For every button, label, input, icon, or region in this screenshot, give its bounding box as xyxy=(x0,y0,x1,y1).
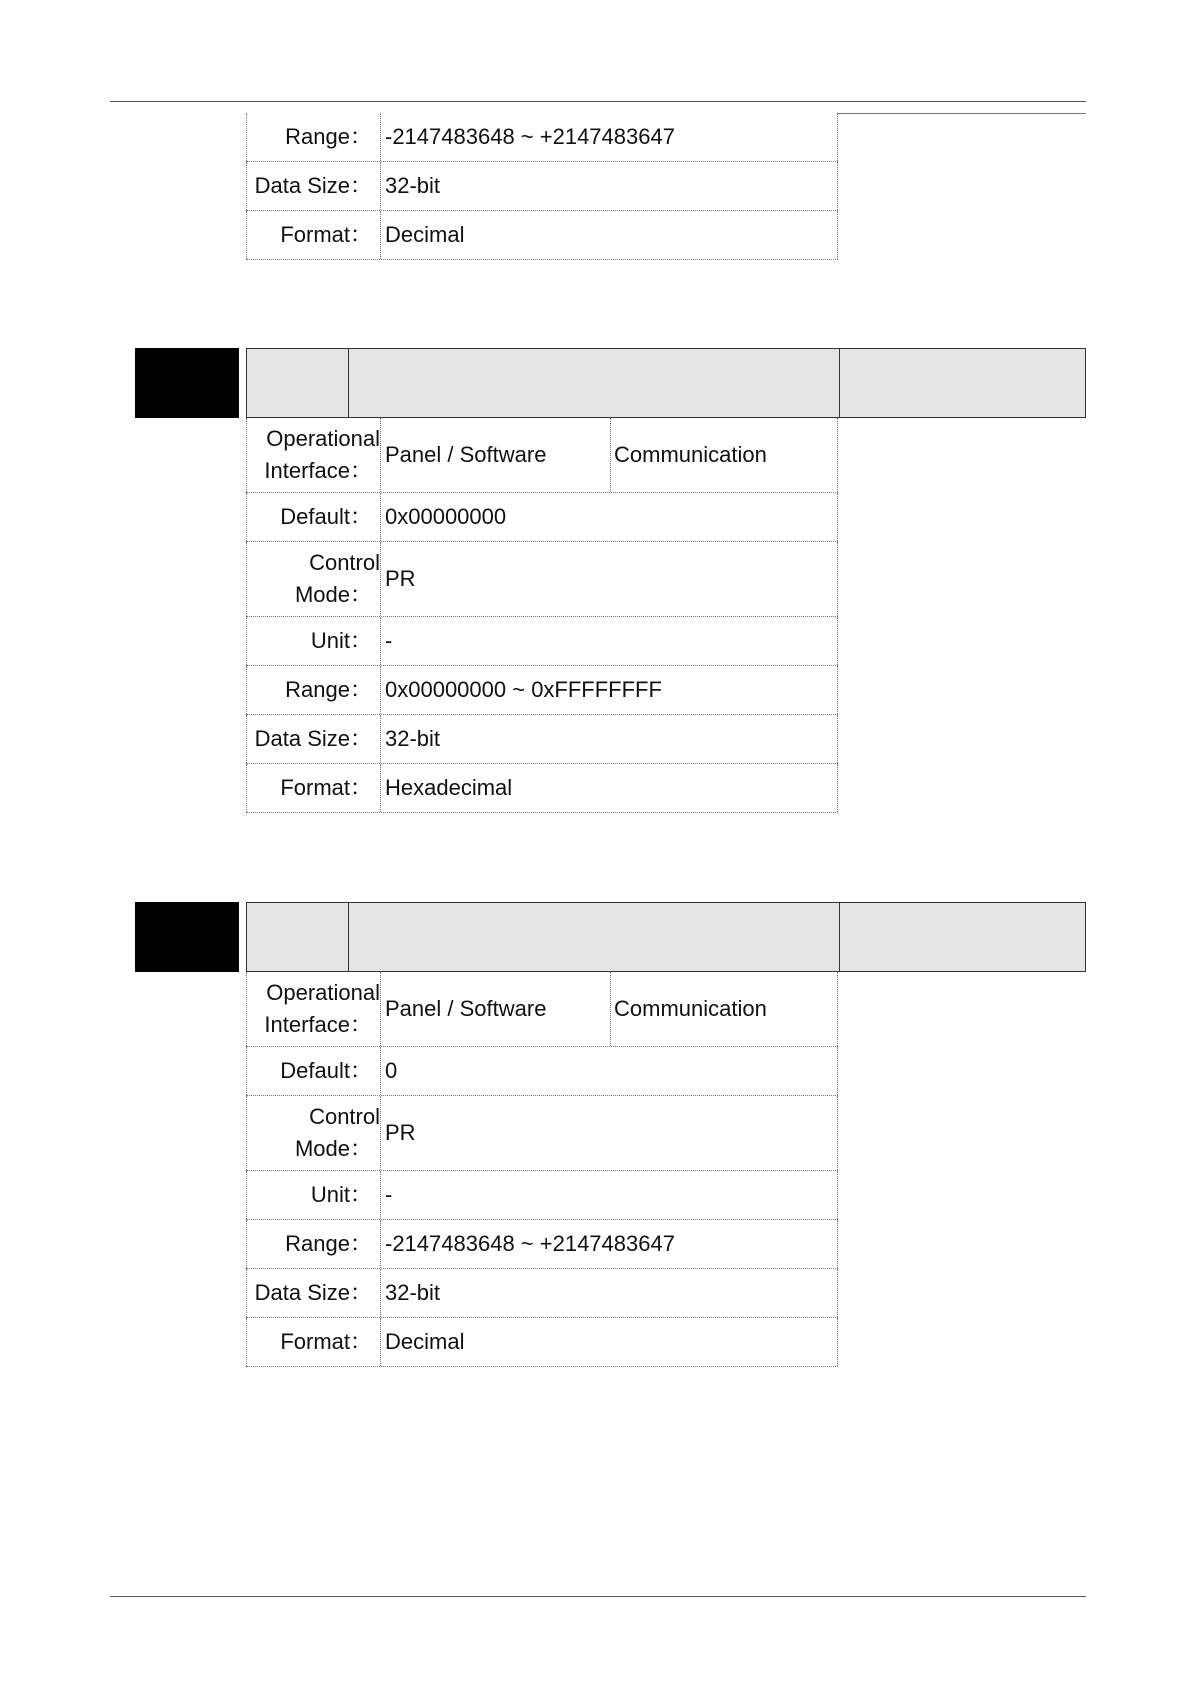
default-row xyxy=(246,493,838,542)
range-label: Range： xyxy=(246,1220,381,1268)
parameter-header xyxy=(246,902,1086,972)
control-mode-label xyxy=(246,542,381,616)
interface-label xyxy=(246,972,381,1046)
unit-label: Unit： xyxy=(246,617,381,665)
interface-values xyxy=(381,972,838,1046)
format-label: Format： xyxy=(246,764,381,812)
data-size-row xyxy=(246,1269,838,1318)
interface-communication: Communication xyxy=(614,442,767,467)
range-value: 0x00000000 ~ 0xFFFFFFFF xyxy=(381,666,838,714)
data-size-label: Data Size： xyxy=(246,162,381,210)
range-value: -2147483648 ~ +2147483647 xyxy=(381,1220,838,1268)
default-label: Default： xyxy=(246,1047,381,1095)
interface-values xyxy=(381,418,838,492)
header-rule xyxy=(110,101,1086,102)
range-row xyxy=(246,1220,838,1269)
format-value: Decimal xyxy=(381,211,838,259)
control-mode-row xyxy=(246,542,838,617)
control-mode-row xyxy=(246,1096,838,1171)
range-label: Range： xyxy=(246,113,381,161)
parameter-code-badge xyxy=(135,902,239,972)
data-size-value: 32-bit xyxy=(381,162,838,210)
control-mode-label-line2: Mode： xyxy=(294,582,372,607)
control-mode-label xyxy=(246,1096,381,1170)
control-mode-value: PR xyxy=(381,542,838,616)
format-label: Format： xyxy=(246,1318,381,1366)
interface-label-line2: Interface： xyxy=(264,458,372,483)
control-mode-label-line1: Control xyxy=(309,1104,380,1129)
interface-panel: Panel / Software xyxy=(385,442,547,467)
data-size-value: 32-bit xyxy=(381,715,838,763)
interface-divider xyxy=(610,418,611,492)
format-row xyxy=(246,764,838,813)
default-value: 0x00000000 xyxy=(381,493,838,541)
data-size-row xyxy=(246,715,838,764)
default-label: Default： xyxy=(246,493,381,541)
format-label: Format： xyxy=(246,211,381,259)
parameter-code-cell xyxy=(247,349,349,417)
header-rule-right xyxy=(837,113,1086,114)
interface-panel: Panel / Software xyxy=(385,996,547,1021)
default-value: 0 xyxy=(381,1047,838,1095)
footer-rule xyxy=(110,1596,1086,1597)
data-size-row xyxy=(246,162,838,211)
parameter-name-cell xyxy=(348,903,840,971)
format-row xyxy=(246,1318,838,1367)
range-value: -2147483648 ~ +2147483647 xyxy=(381,113,838,161)
default-row xyxy=(246,1047,838,1096)
interface-row xyxy=(246,972,838,1047)
control-mode-label-line1: Control xyxy=(309,550,380,575)
format-value: Decimal xyxy=(381,1318,838,1366)
data-size-label: Data Size： xyxy=(246,715,381,763)
parameter-name-cell xyxy=(348,349,840,417)
data-size-label: Data Size： xyxy=(246,1269,381,1317)
format-row xyxy=(246,211,838,260)
parameter-header xyxy=(246,348,1086,418)
parameter-code-badge xyxy=(135,348,239,418)
data-size-value: 32-bit xyxy=(381,1269,838,1317)
range-row xyxy=(246,666,838,715)
interface-communication: Communication xyxy=(614,996,767,1021)
unit-value: - xyxy=(381,1171,838,1219)
interface-label-line1: Operational xyxy=(266,980,380,1005)
range-row xyxy=(246,113,838,162)
interface-label-line2: Interface： xyxy=(264,1012,372,1037)
control-mode-value: PR xyxy=(381,1096,838,1170)
unit-value: - xyxy=(381,617,838,665)
format-value: Hexadecimal xyxy=(381,764,838,812)
parameter-address-cell xyxy=(839,349,1085,417)
range-label: Range： xyxy=(246,666,381,714)
interface-label xyxy=(246,418,381,492)
parameter-code-cell xyxy=(247,903,349,971)
unit-row xyxy=(246,1171,838,1220)
interface-label-line1: Operational xyxy=(266,426,380,451)
interface-divider xyxy=(610,972,611,1046)
unit-row xyxy=(246,617,838,666)
parameter-address-cell xyxy=(839,903,1085,971)
control-mode-label-line2: Mode： xyxy=(294,1136,372,1161)
interface-row xyxy=(246,418,838,493)
unit-label: Unit： xyxy=(246,1171,381,1219)
